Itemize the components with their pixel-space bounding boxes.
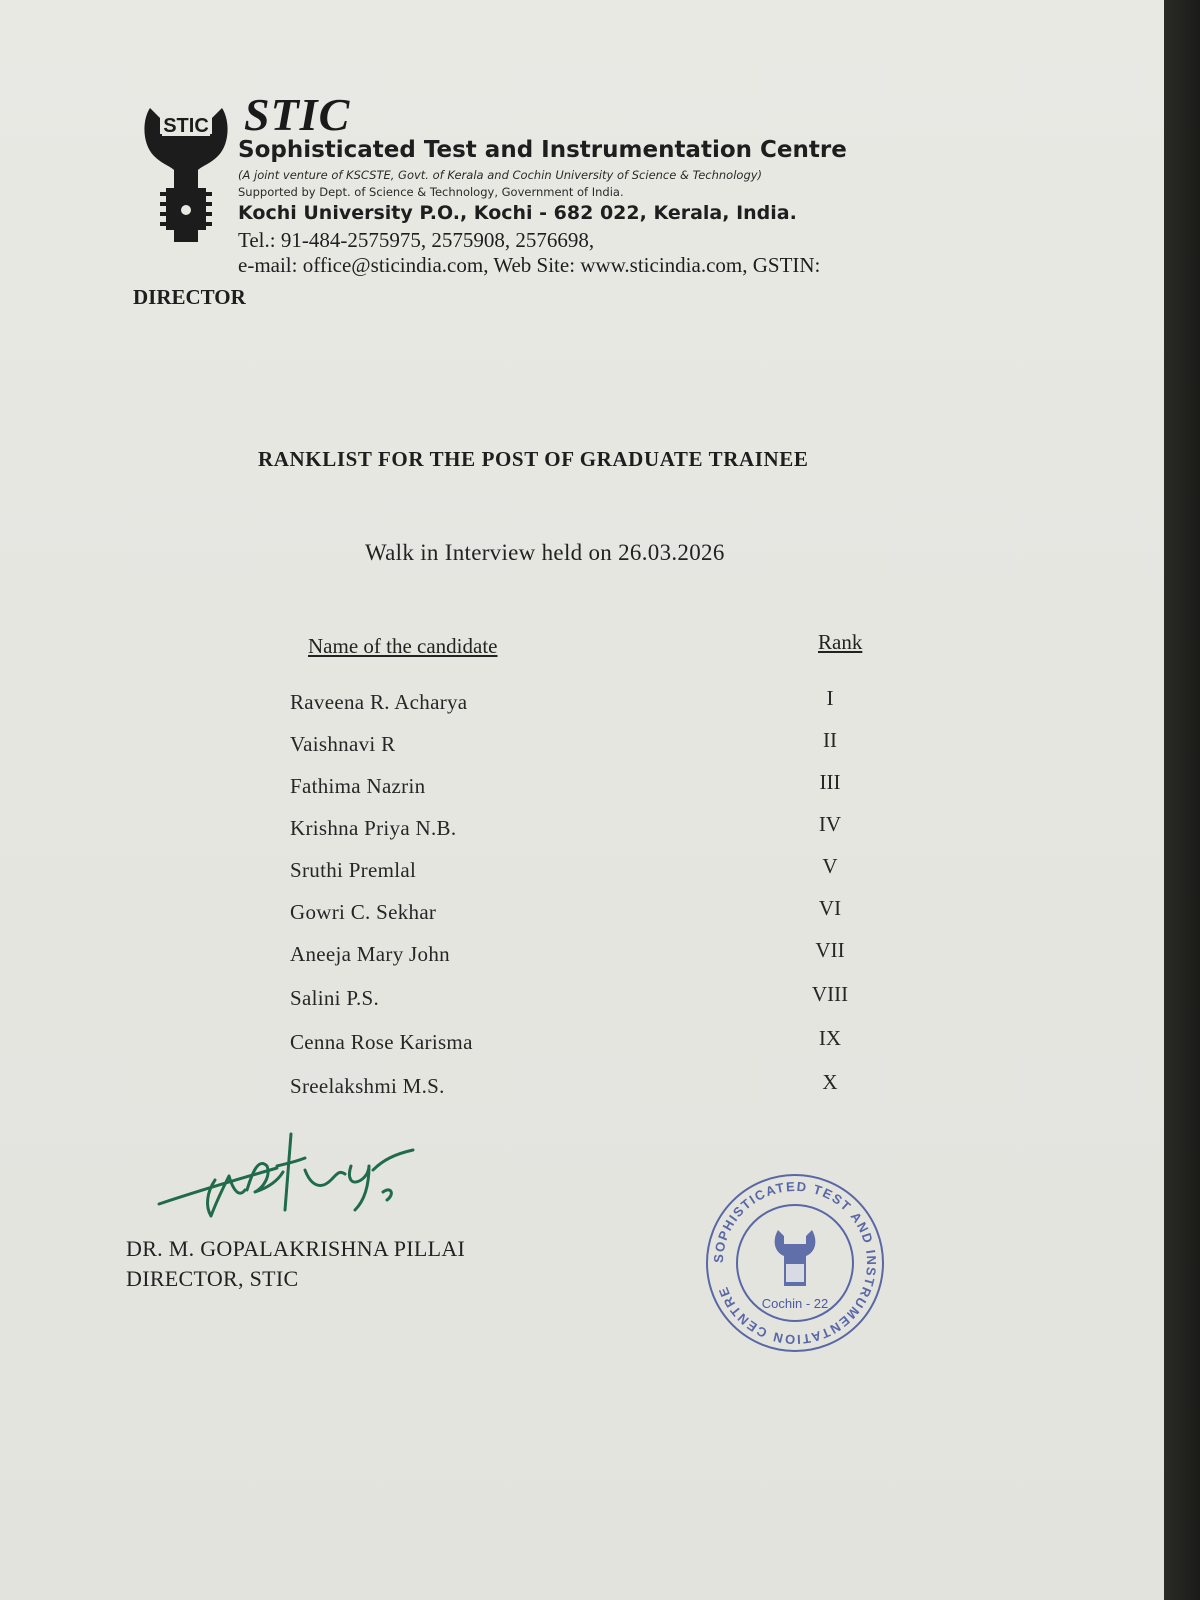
- director-label: DIRECTOR: [133, 285, 246, 309]
- org-address: Kochi University P.O., Kochi - 682 022, Kerala, India.: [238, 202, 797, 224]
- column-header-rank: Rank: [818, 630, 863, 654]
- candidate-name: Krishna Priya N.B.: [290, 816, 457, 840]
- list-item: [0, 812, 1164, 856]
- list-item: [0, 896, 1164, 940]
- stic-logo-icon: [140, 100, 232, 250]
- candidate-name: Salini P.S.: [290, 986, 380, 1010]
- joint-venture-note: (A joint venture of KSCSTE, Govt. of Kerala and Cochin University of Science & Technology): [238, 168, 763, 182]
- org-abbreviation: STIC: [244, 89, 351, 140]
- candidate-rank: II: [823, 728, 837, 752]
- signatory-title: DIRECTOR, STIC: [126, 1266, 299, 1291]
- candidate-rank: III: [819, 770, 841, 794]
- document-title: RANKLIST FOR THE POST OF GRADUATE TRAINEE: [258, 447, 809, 471]
- candidate-name: Aneeja Mary John: [290, 942, 450, 966]
- candidate-rank: IV: [818, 812, 842, 836]
- candidate-name: Raveena R. Acharya: [290, 690, 468, 714]
- signatory-name: DR. M. GOPALAKRISHNA PILLAI: [126, 1236, 466, 1261]
- candidate-rank: X: [822, 1070, 838, 1094]
- candidate-name: Gowri C. Sekhar: [290, 900, 437, 924]
- candidate-rank: VII: [815, 938, 845, 962]
- candidate-rank: I: [826, 686, 834, 710]
- candidate-rank: VIII: [811, 982, 849, 1006]
- list-item: [0, 728, 1164, 772]
- svg-text:STIC: STIC: [163, 115, 209, 137]
- svg-text:Cochin - 22: Cochin - 22: [761, 1296, 829, 1311]
- candidate-rank: V: [822, 854, 838, 878]
- interview-date-line: Walk in Interview held on 26.03.2026: [365, 540, 725, 565]
- candidate-name: Cenna Rose Karisma: [290, 1030, 473, 1054]
- org-name: Sophisticated Test and Instrumentation Centre: [238, 137, 847, 163]
- candidate-rank: VI: [818, 896, 842, 920]
- column-header-name: Name of the candidate: [308, 634, 498, 658]
- candidate-name: Sreelakshmi M.S.: [290, 1074, 445, 1098]
- director-signature: [155, 1130, 425, 1240]
- list-item: [0, 1070, 1164, 1114]
- list-item: [0, 854, 1164, 898]
- candidate-name: Fathima Nazrin: [290, 774, 426, 798]
- list-item: [0, 938, 1164, 982]
- candidate-name: Sruthi Premlal: [290, 858, 417, 882]
- list-item: [0, 982, 1164, 1026]
- list-item: [0, 770, 1164, 814]
- email-website-line: e-mail: office@sticindia.com, Web Site: www.sticindia.com, GSTIN:: [238, 253, 821, 277]
- list-item: [0, 686, 1164, 730]
- candidate-name: Vaishnavi R: [290, 732, 396, 756]
- official-seal-stamp: [700, 1168, 890, 1358]
- supported-by-note: Supported by Dept. of Science & Technology, Government of India.: [238, 185, 624, 199]
- candidate-rank: IX: [818, 1026, 842, 1050]
- list-item: [0, 1026, 1164, 1070]
- page-edge-shadow: [1164, 0, 1200, 1600]
- svg-text:SOPHISTICATED TEST AND INSTRUM: SOPHISTICATED TEST AND INSTRUMENTATION CENTRE: [710, 1178, 880, 1348]
- telephone-line: Tel.: 91-484-2575975, 2575908, 2576698,: [238, 228, 595, 252]
